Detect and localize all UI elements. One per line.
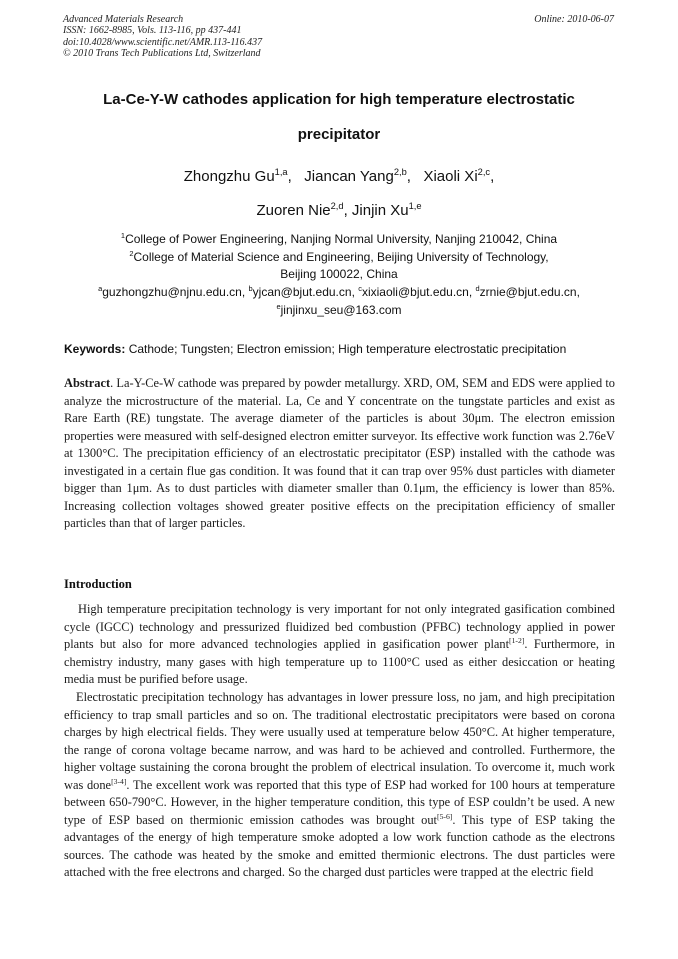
email-address: xixiaoli@bjut.edu.cn, xyxy=(361,285,476,299)
paragraph-text: Electrostatic precipitation technology has advantages in lower pressure loss, no jam, and high precipitation efficiency to trap small particles and so on. The traditional electrostatic precipitators were based on corona charges by high electrical fields. They were usually used at temperature below 450°C. At higher temperature, the range of corona voltage became narrow, and was hard to be achieved and controlled. Furthermore, the higher voltage sustaining the corona brought the problem of electrical insulation. To overcome it, much work was done xyxy=(64,690,615,792)
paper-title-line-2: precipitator xyxy=(297,126,381,143)
citation-ref: [5-6] xyxy=(437,811,453,821)
introduction-paragraph-2 xyxy=(64,689,615,882)
author-affiliation-mark: 2,c xyxy=(477,167,491,177)
author-emails xyxy=(40,284,638,319)
paragraph-text: . This type of ESP taking the advantages of the energy of high temperature smoke adopted a low work function cathode as the electrons sources. The cathode was heated by the smoke and emitted thermionic electrons. The dust particles were attached with the free electrons and charged. So the charged dust particles were trapped at the electric field xyxy=(64,812,615,880)
author-name: Jinjin Xu xyxy=(351,202,409,219)
affiliation-text: College of Material Science and Engineering, Beijing University of Technology, xyxy=(133,249,549,264)
author-line-1 xyxy=(40,168,638,185)
author-affiliation-mark: 1,e xyxy=(408,201,422,211)
keywords-text: Cathode; Tungsten; Electron emission; High temperature electrostatic precipitation xyxy=(125,342,567,356)
online-date: Online: 2010-06-07 xyxy=(534,14,614,25)
author-separator: , xyxy=(406,168,420,185)
author-affiliation-mark: 2,b xyxy=(393,167,407,177)
email-address: yjcan@bjut.edu.cn, xyxy=(252,285,359,299)
affiliation-2 xyxy=(40,249,638,267)
keywords-label: Keywords: xyxy=(64,342,126,356)
abstract xyxy=(64,375,615,533)
email-mark: e xyxy=(276,301,281,311)
abstract-label: Abstract xyxy=(64,376,111,390)
affiliations xyxy=(40,231,638,284)
journal-name: Advanced Materials Research xyxy=(63,14,184,25)
abstract-text: . La-Y-Ce-W cathode was prepared by powder metallurgy. XRD, OM, SEM and EDS were applied to analyze the microstructure of the material. La, Ce and Y concentrate on the tungstate particles and exist as Rare Earth (RE) tungstate. The average diameter of the particles is about 30μm. The electron emission properties were measured with self-designed electron emitter surveyor. Its effective work function was 2.76eV at 1300°C. The precipitation efficiency of an electrostatic precipitator (ESP) installed with the cathode was investigated in a certain flue gas condition. It was found that it can trap over 95% dust particles with diameter bigger than 1μm. As to dust particles with diameter smaller than 0.1μm, the efficiency is lower than 85%. Increasing collection voltages showed greater positive effects on the precipitation efficiency of smaller particles than that of larger particles. xyxy=(64,376,615,531)
email-mark: c xyxy=(358,284,362,293)
author-name: Jiancan Yang xyxy=(304,168,394,185)
affiliation-text: College of Power Engineering, Nanjing Normal University, Nanjing 210042, China xyxy=(125,232,558,246)
affiliation-2-continued: Beijing 100022, China xyxy=(280,267,398,281)
issn-line: ISSN: 1662-8985, Vols. 113-116, pp 437-441 xyxy=(63,25,242,37)
author-affiliation-mark: 2,d xyxy=(330,201,344,211)
citation-ref: [1-2] xyxy=(509,635,525,645)
journal-header xyxy=(63,14,262,59)
keywords xyxy=(64,342,566,356)
paragraph-text: . Furthermore, in chemistry industry, many gases with high temperature up to 1100°C used as either desiccation or heating media must be purified before usage. xyxy=(64,637,615,687)
email-line-2 xyxy=(40,302,638,320)
email-line-1 xyxy=(40,284,638,302)
paragraph-text: High temperature precipitation technology is very important for not only integrated gasification combined cycle (IGCC) technology and pressurized fluidized bed combustion (PFBC) technology applied in power plants but also for more advanced technologies applied in gasification power plant xyxy=(64,602,615,652)
author-name: Zhongzhu Gu xyxy=(183,168,275,185)
email-mark: d xyxy=(475,284,480,293)
author-name: Zuoren Nie xyxy=(256,202,331,219)
author-line-2 xyxy=(40,202,638,219)
doi-line: doi:10.4028/www.scientific.net/AMR.113-116.437 xyxy=(63,36,263,48)
paper-title-line-1: La-Ce-Y-W cathodes application for high temperature electrostatic xyxy=(103,91,575,108)
author-separator: , xyxy=(343,202,352,219)
citation-ref: [3-4] xyxy=(111,776,127,786)
email-address: guzhongzhu@njnu.edu.cn, xyxy=(102,285,249,299)
author-separator: , xyxy=(287,168,301,185)
email-mark: a xyxy=(98,284,103,293)
copyright-line: © 2010 Trans Tech Publications Ltd, Switzerland xyxy=(63,47,261,59)
author-affiliation-mark: 1,a xyxy=(274,167,288,177)
author-name: Xiaoli Xi xyxy=(423,168,478,185)
author-separator: , xyxy=(490,168,495,185)
introduction-heading: Introduction xyxy=(64,577,132,591)
email-address: jinjinxu_seu@163.com xyxy=(280,302,402,317)
email-mark: b xyxy=(248,284,253,293)
paragraph-text: . The excellent work was reported that this type of ESP had worked for 100 hours at temperature between 650-790°C. However, in the higher temperature condition, this type of ESP couldn’t be used. A new type of ESP based on thermionic emission cathodes was brought out xyxy=(64,777,616,827)
email-address: zrnie@bjut.edu.cn, xyxy=(479,285,580,299)
affiliation-mark: 1 xyxy=(120,231,126,240)
affiliation-1 xyxy=(40,231,638,249)
introduction-paragraph-1 xyxy=(64,601,615,689)
affiliation-mark: 2 xyxy=(129,248,134,258)
